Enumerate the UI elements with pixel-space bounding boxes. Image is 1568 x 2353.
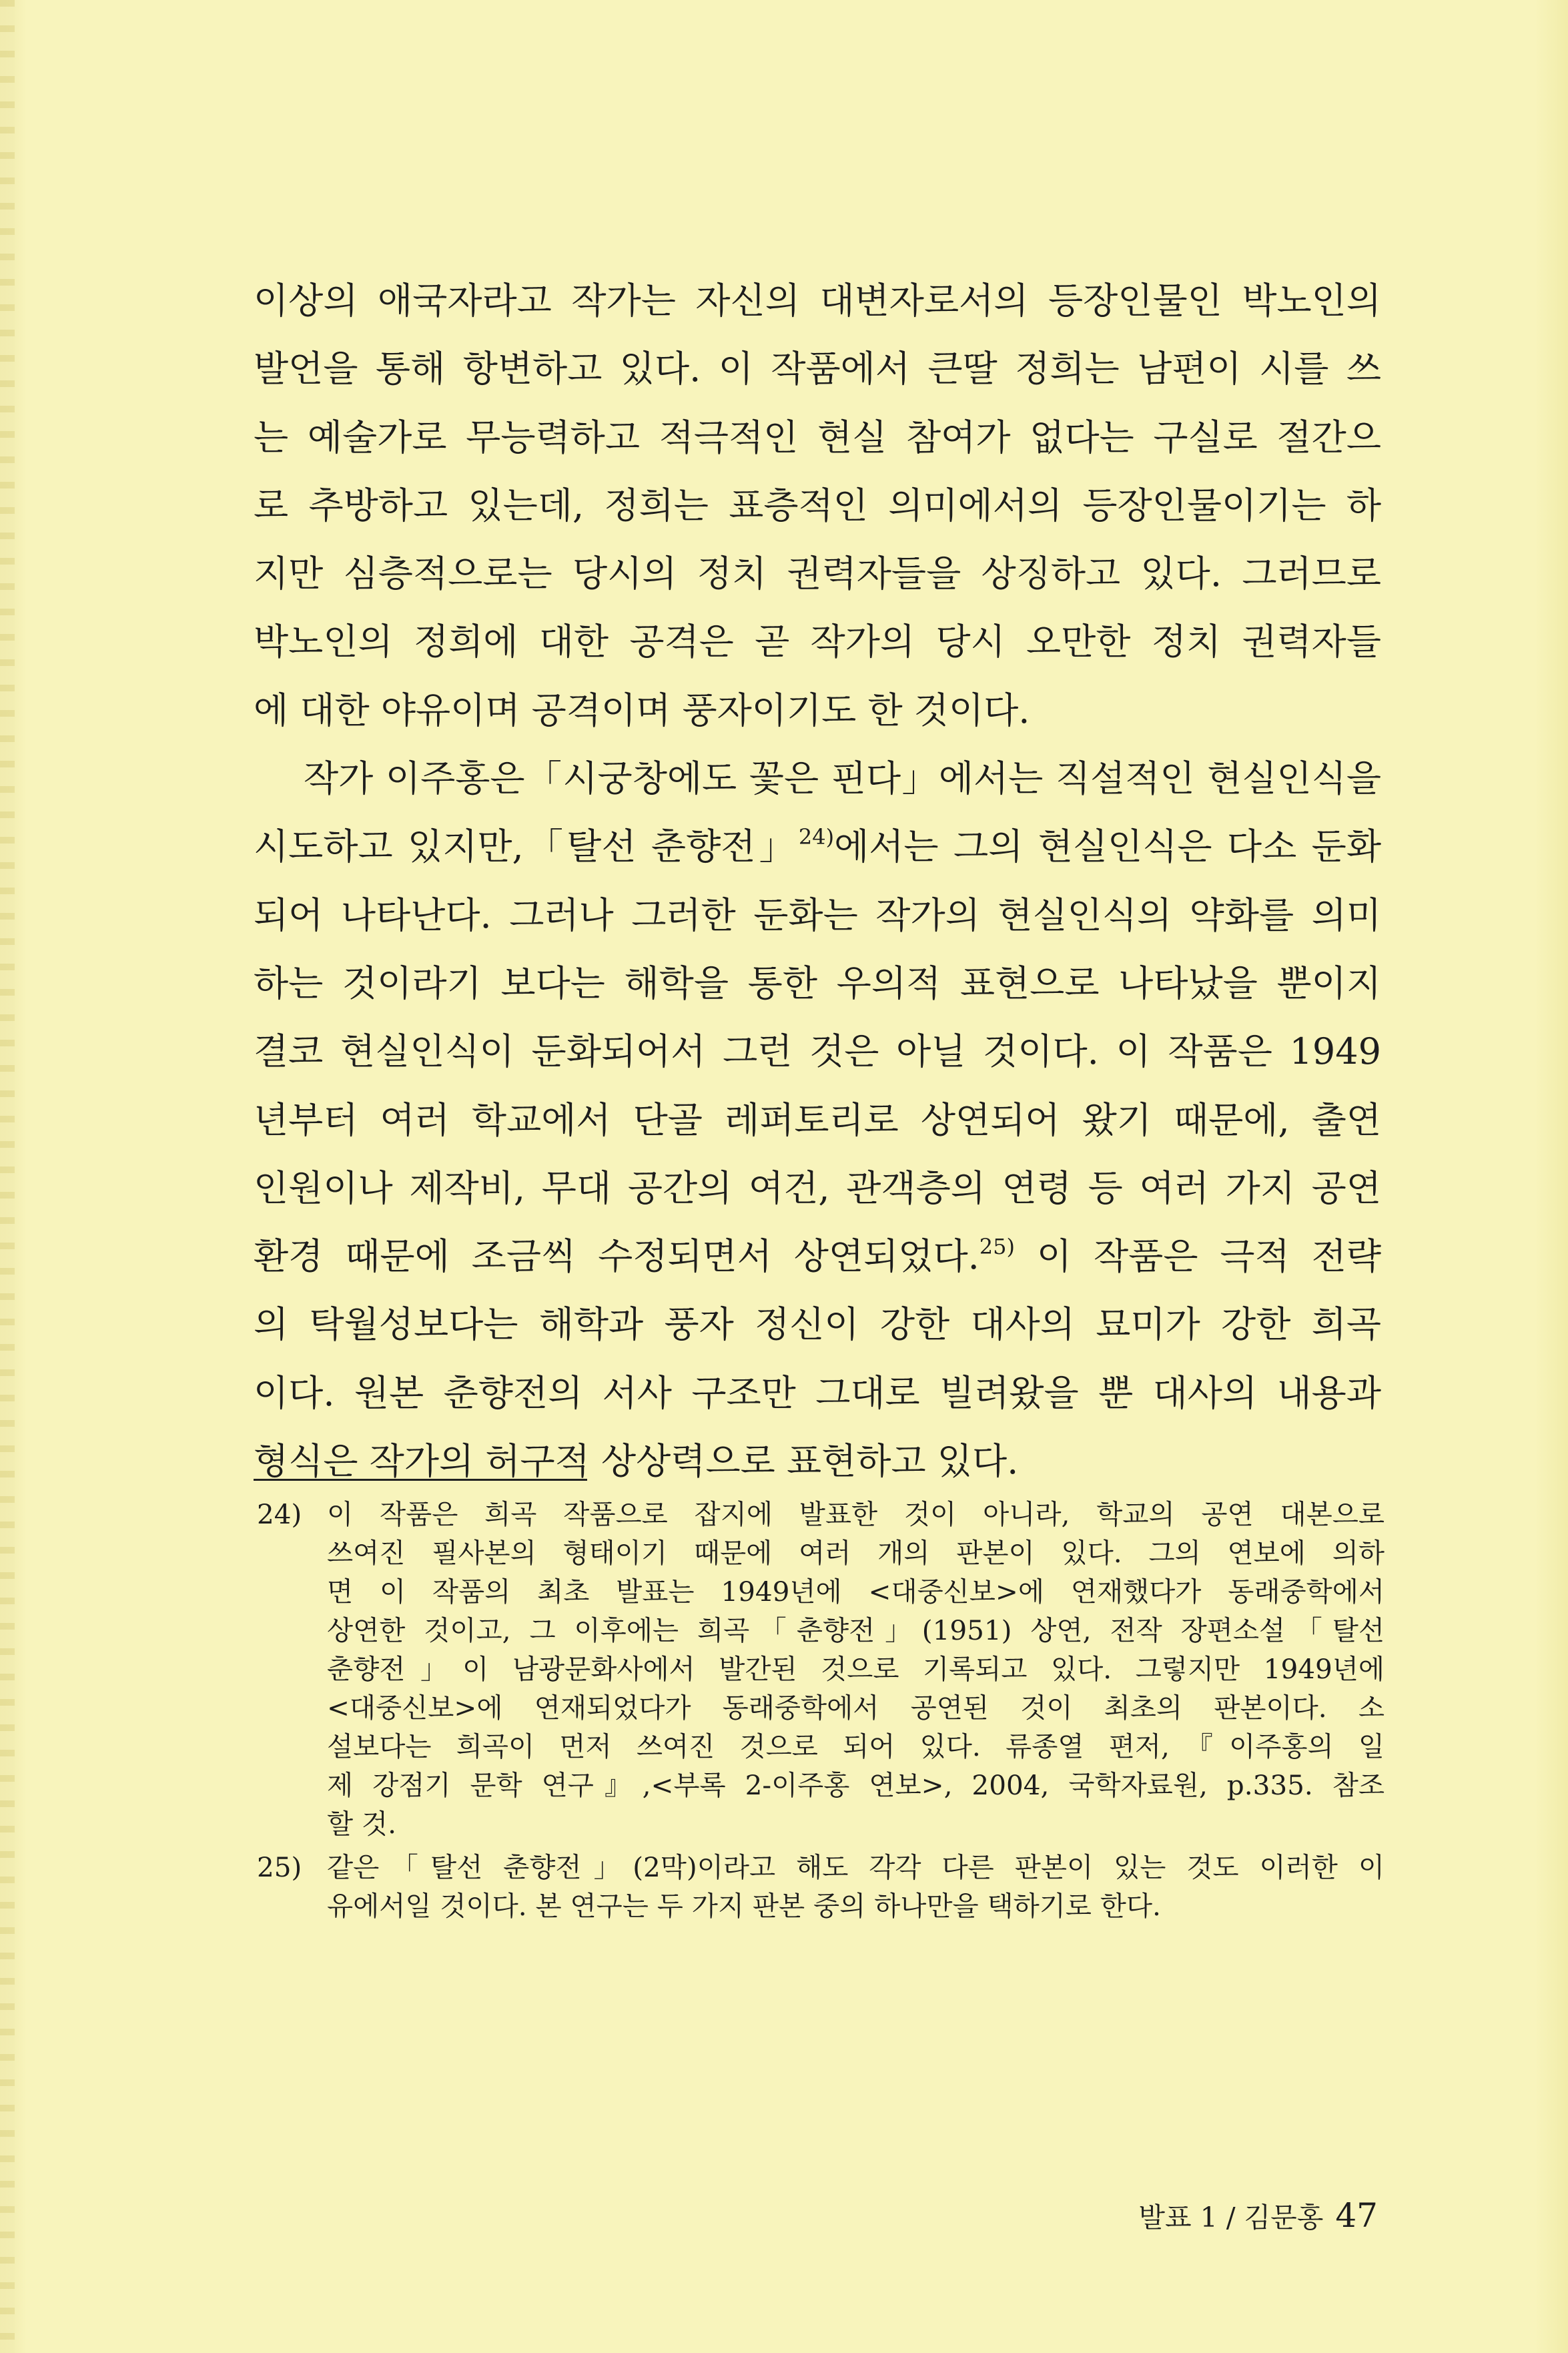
footnote-line: 이 작품은 희곡 작품으로 잡지에 발표한 것이 아니라, 학교의 공연 대본으로 [327,1498,1385,1530]
page-footer [1138,2196,1378,2235]
body-line: 는 예술가로 무능력하고 적극적인 현실 참여가 없다는 구실로 절간으 [254,416,1381,458]
footnote-25 [257,1848,1385,1925]
footnote-line: 상연한 것이고, 그 이후에는 희곡「춘향전」(1951) 상연, 전작 장편소설「탈선 [327,1614,1385,1646]
body-line: 로 추방하고 있는데, 정희는 표층적인 의미에서의 등장인물이기는 하 [254,484,1381,527]
body-line [254,813,1381,881]
body-line-part: 이 작품은 극적 전략 [1015,1235,1381,1278]
footnote-24 [257,1495,1385,1843]
body-line: 발언을 통해 항변하고 있다. 이 작품에서 큰딸 정희는 남편이 시를 쓰 [254,348,1381,390]
body-line-part: 시도하고 있지만,「탈선 춘향전」 [254,825,799,868]
body-line [254,1223,1381,1291]
body-line: 이다. 원본 춘향전의 서사 구조만 그대로 빌려왔을 뿐 대사의 내용과 [254,1371,1381,1414]
footnote-number: 25) [257,1851,302,1883]
body-line: 년부터 여러 학교에서 단골 레퍼토리로 상연되어 왔기 때문에, 출연 [254,1098,1381,1141]
body-line: 작가 이주홍은「시궁창에도 꽃은 핀다」에서는 직설적인 현실인식을 [304,757,1381,800]
footnote-number: 24) [257,1498,302,1530]
body-line: 인원이나 제작비, 무대 공간의 여건, 관객층의 연령 등 여러 가지 공연 [254,1166,1381,1209]
footnote-line: 쓰여진 필사본의 형태이기 때문에 여러 개의 판본이 있다. 그의 연보에 의하 [327,1537,1385,1569]
body-line: 에 대한 야유이며 공격이며 풍자이기도 한 것이다. [254,689,1030,731]
body-line: 박노인의 정희에 대한 공격은 곧 작가의 당시 오만한 정치 권력자들 [254,621,1381,663]
footnote-line: 면 이 작품의 최초 발표는 1949년에 <대중신보>에 연재했다가 동래중학에서 [327,1576,1385,1608]
footnote-ref-24[interactable]: 24) [798,824,835,850]
body-line: 결코 현실인식이 둔화되어서 그런 것은 아닐 것이다. 이 작품은 1949 [254,1030,1381,1073]
footnote-ref-25[interactable]: 25) [979,1234,1015,1260]
body-line: 의 탁월성보다는 해학과 풍자 정신이 강한 대사의 묘미가 강한 희곡 [254,1303,1381,1346]
body-line: 하는 것이라기 보다는 해학을 통한 우의적 표현으로 나타났을 뿐이지 [254,962,1381,1004]
page-number: 47 [1335,2196,1378,2235]
footnote-line: 설보다는 희곡이 먼저 쓰여진 것으로 되어 있다. 류종열 편저,『이주홍의 일 [327,1730,1385,1762]
running-footer-label: 발표 1 / 김문홍 [1138,2202,1324,2234]
body-line: 이상의 애국자라고 작가는 자신의 대변자로서의 등장인물인 박노인의 [254,280,1381,322]
footnote-line: 춘향전」이 남광문화사에서 발간된 것으로 기록되고 있다. 그렇지만 1949년에 [327,1653,1385,1685]
footnote-line: 할 것. [327,1808,396,1840]
footnote-line: 제 강점기 문학 연구』,<부록 2-이주홍 연보>, 2004, 국학자료원, p.335. 참조 [327,1769,1385,1801]
footnotes-section [257,1495,1385,1930]
footnote-line: <대중신보>에 연재되었다가 동래중학에서 공연된 것이 최초의 판본이다. 소 [327,1692,1385,1724]
page-binding-edge [0,0,15,2353]
footnote-divider [254,1479,587,1481]
body-line: 형식은 작가의 허구적 상상력으로 표현하고 있다. [254,1440,1019,1483]
body-line: 되어 나타난다. 그러나 그러한 둔화는 작가의 현실인식의 약화를 의미 [254,894,1381,936]
body-line-part: 환경 때문에 조금씩 수정되면서 상연되었다. [254,1235,979,1278]
body-text [254,267,1381,1495]
footnote-line: 같은「탈선 춘향전」(2막)이라고 해도 각각 다른 판본이 있는 것도 이러한 이 [327,1851,1385,1883]
footnote-line: 유에서일 것이다. 본 연구는 두 가지 판본 중의 하나만을 택하기로 한다. [327,1890,1161,1922]
body-line-part: 에서는 그의 현실인식은 다소 둔화 [834,825,1381,868]
body-line: 지만 심층적으로는 당시의 정치 권력자들을 상징하고 있다. 그러므로 [254,553,1381,595]
